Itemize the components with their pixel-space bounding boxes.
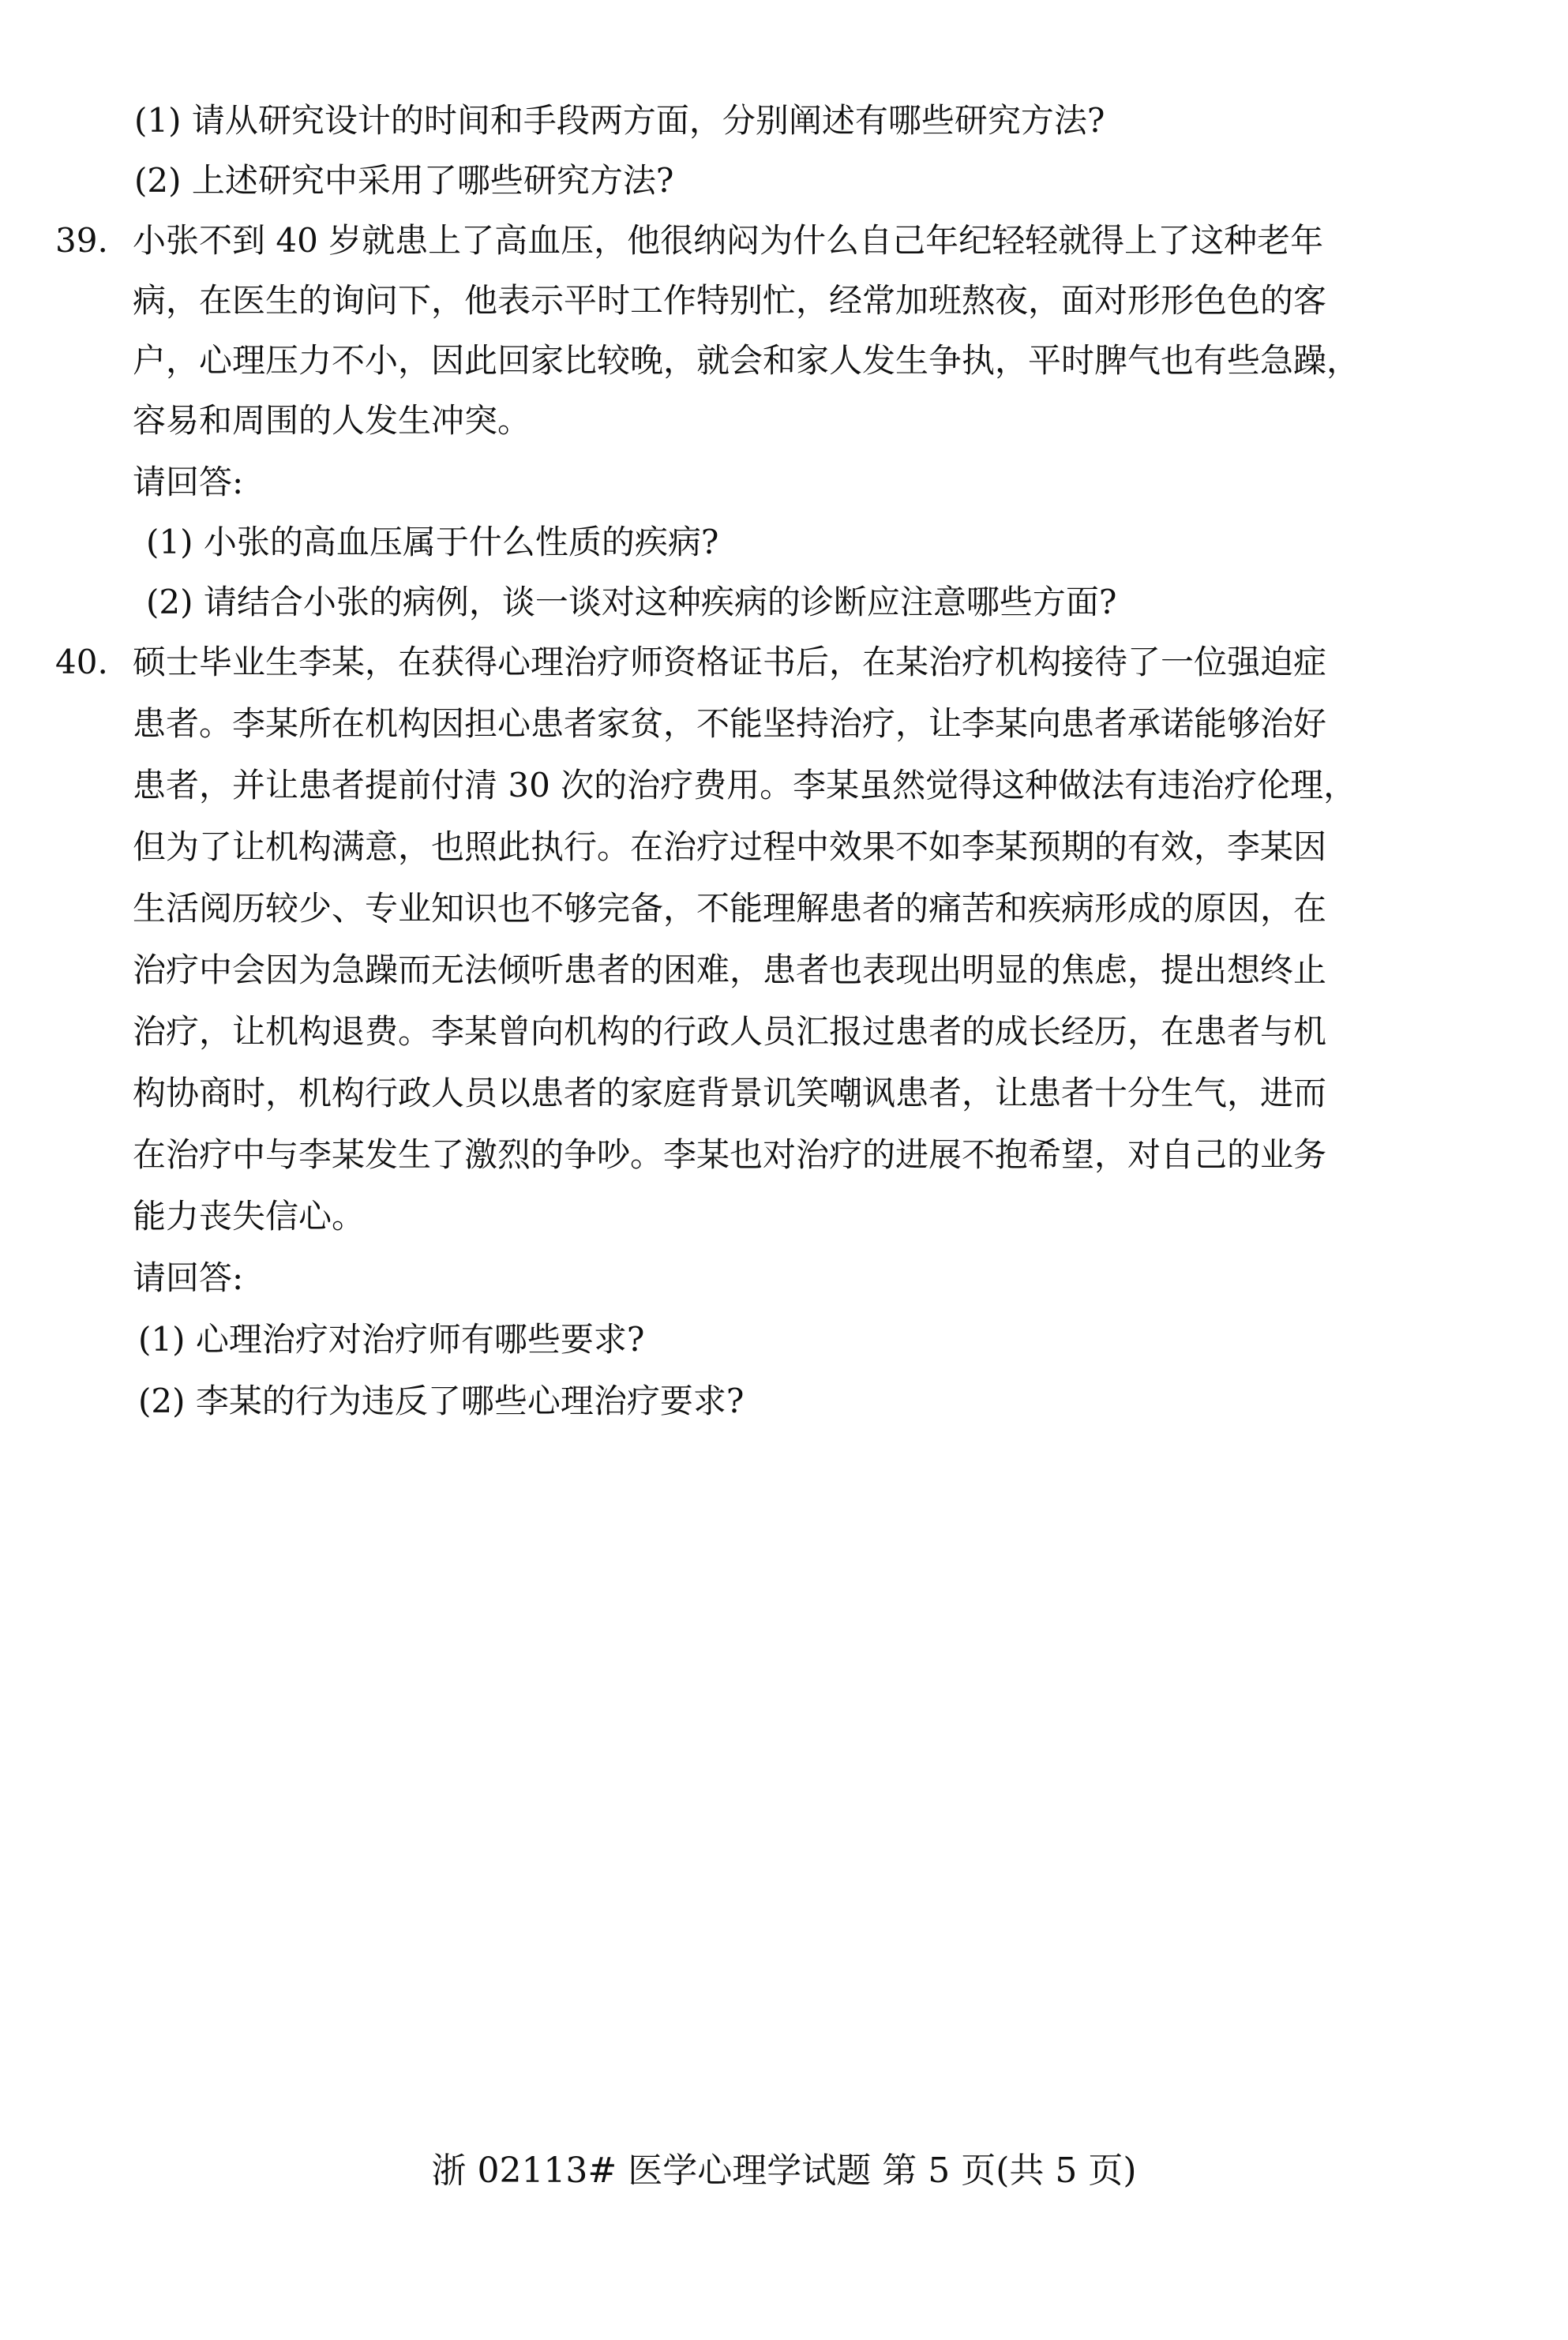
question-40-line-8: 构协商时，机构行政人员以患者的家庭背景讥笑嘲讽患者，让患者十分生气，进而: [133, 1074, 1327, 1112]
question-39-line-1: 小张不到 40 岁就患上了高血压，他很纳闷为什么自己年纪轻轻就得上了这种老年: [133, 221, 1324, 260]
question-40-prompt: 请回答:: [133, 1258, 244, 1297]
question-40-number: 40.: [55, 643, 108, 681]
question-40-line-3: 患者，并让患者提前付清 30 次的治疗费用。李某虽然觉得这种做法有违治疗伦理，: [133, 766, 1357, 804]
question-39-line-4: 容易和周围的人发生冲突。: [133, 401, 531, 440]
question-40-line-1: 硕士毕业生李某，在获得心理治疗师资格证书后，在某治疗机构接待了一位强迫症: [133, 643, 1327, 681]
question-40-sub1: (1) 心理治疗对治疗师有哪些要求?: [138, 1320, 645, 1359]
question-39-sub2: (2) 请结合小张的病例，谈一谈对这种疾病的诊断应注意哪些方面?: [146, 583, 1117, 621]
question-40-line-7: 治疗，让机构退费。李某曾向机构的行政人员汇报过患者的成长经历，在患者与机: [133, 1012, 1327, 1051]
question-39-sub1: (1) 小张的高血压属于什么性质的疾病?: [146, 523, 719, 561]
question-40-line-10: 能力丧失信心。: [133, 1197, 366, 1236]
question-40-sub2: (2) 李某的行为违反了哪些心理治疗要求?: [138, 1382, 745, 1420]
question-39-prompt: 请回答:: [133, 463, 244, 501]
question-40-line-6: 治疗中会因为急躁而无法倾听患者的困难，患者也表现出明显的焦虑，提出想终止: [133, 951, 1327, 989]
question-39-number: 39.: [55, 221, 108, 260]
prev-question-sub1: (1) 请从研究设计的时间和手段两方面，分别阐述有哪些研究方法?: [134, 101, 1105, 140]
question-40-line-4: 但为了让机构满意，也照此执行。在治疗过程中效果不如李某预期的有效，李某因: [133, 827, 1327, 866]
question-39-line-3: 户，心理压力不小，因此回家比较晚，就会和家人发生争执，平时脾气也有些急躁，: [133, 341, 1360, 380]
prev-question-sub2: (2) 上述研究中采用了哪些研究方法?: [134, 161, 674, 200]
question-39-line-2: 病，在医生的询问下，他表示平时工作特别忙，经常加班熬夜，面对形形色色的客: [133, 281, 1327, 320]
page-footer: 浙 02113# 医学心理学试题 第 5 页(共 5 页): [431, 2151, 1137, 2191]
question-40-line-2: 患者。李某所在机构因担心患者家贫，不能坚持治疗，让李某向患者承诺能够治好: [133, 704, 1327, 743]
question-40-line-9: 在治疗中与李某发生了激烈的争吵。李某也对治疗的进展不抱希望，对自己的业务: [133, 1135, 1327, 1174]
question-40-line-5: 生活阅历较少、专业知识也不够完备，不能理解患者的痛苦和疾病形成的原因，在: [133, 889, 1327, 928]
